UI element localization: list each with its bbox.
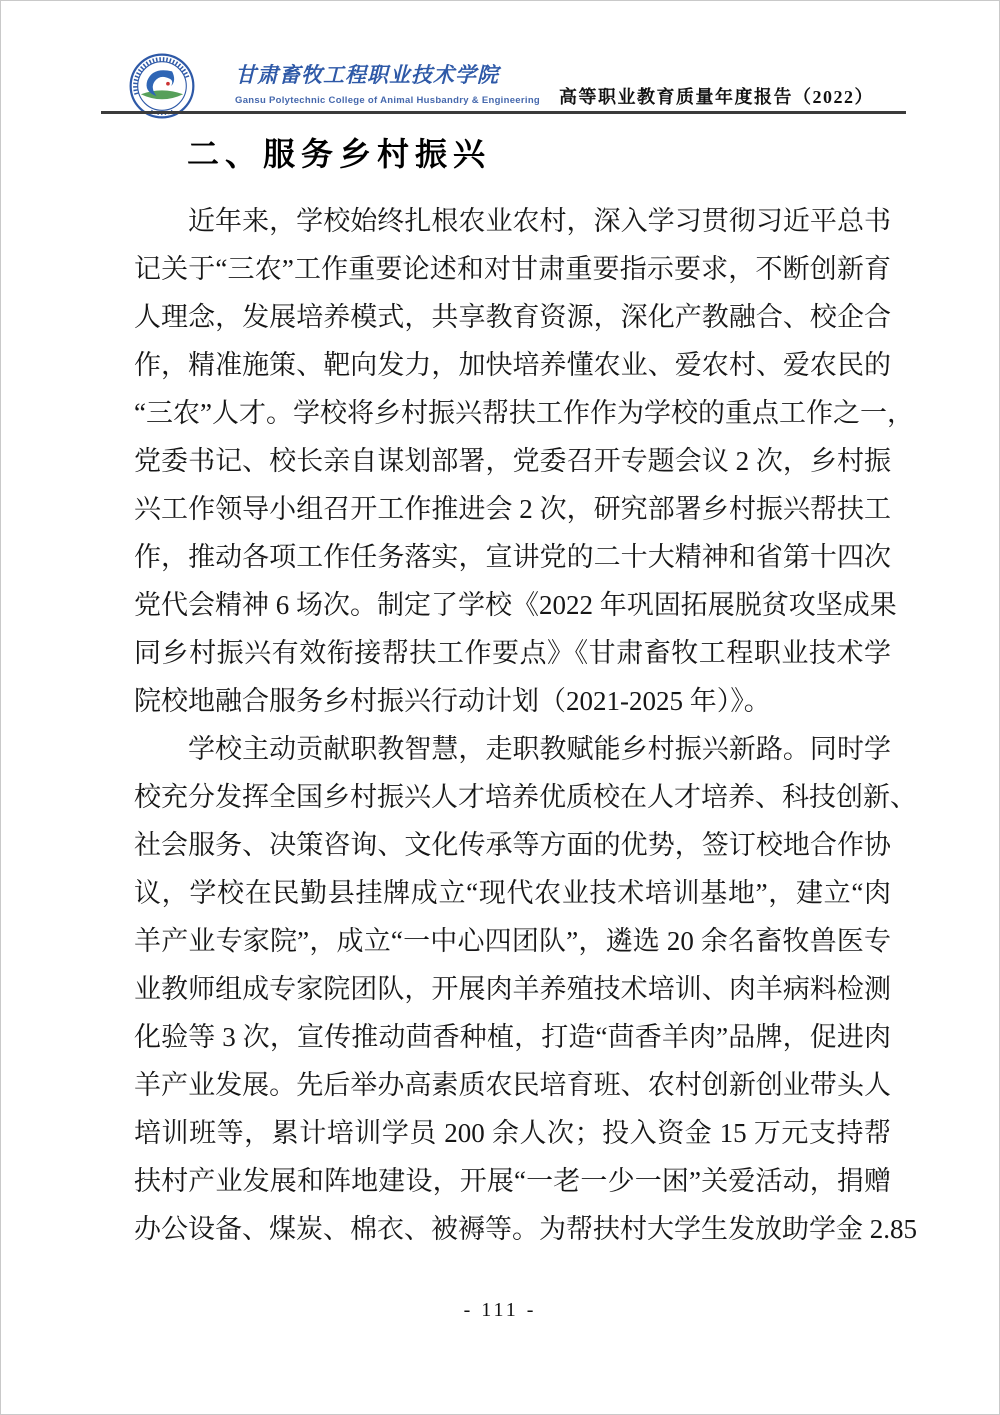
- text-line: 同乡村振兴有效衔接帮扶工作要点》《甘肃畜牧工程职业技术学: [134, 638, 891, 668]
- section-heading: 二、服务乡村振兴: [187, 136, 492, 172]
- text-line: 党委书记、校长亲自谋划部署，党委召开专题会议 2 次，乡村振: [134, 446, 891, 476]
- text-line: 羊产业专家院”，成立“一中心四团队”，遴选 20 余名畜牧兽医专: [134, 926, 891, 956]
- page-footer: [1, 1299, 999, 1322]
- text-line: 记关于“三农”工作重要论述和对甘肃重要指示要求，不断创新育: [134, 254, 891, 284]
- paragraph: [134, 197, 914, 725]
- text-line: 近年来，学校始终扎根农业农村，深入学习贯彻习近平总书: [188, 206, 891, 236]
- text-line: 作，精准施策、靶向发力，加快培养懂农业、爱农村、爱农民的: [134, 350, 891, 380]
- college-name-cn: 甘肃畜牧工程职业技术学院: [235, 63, 499, 87]
- paragraph: [134, 725, 917, 1253]
- text-line: 培训班等，累计培训学员 200 余人次；投入资金 15 万元支持帮: [134, 1118, 891, 1148]
- text-line: 办公设备、煤炭、棉衣、被褥等。为帮扶村大学生发放助学金 2.85: [134, 1214, 917, 1244]
- text-line: 羊产业发展。先后举办高素质农民培育班、农村创新创业带头人: [134, 1070, 891, 1100]
- text-line: 兴工作领导小组召开工作推进会 2 次，研究部署乡村振兴帮扶工: [134, 494, 891, 524]
- college-name-en: Gansu Polytechnic College of Animal Husbandry & Engineering: [235, 95, 541, 106]
- text-line: 校充分发挥全国乡村振兴人才培养优质校在人才培养、科技创新、: [134, 782, 917, 812]
- college-logo-text: [235, 59, 540, 106]
- body-paragraphs: [134, 197, 917, 1253]
- text-line: 学校主动贡献职教智慧，走职教赋能乡村振兴新路。同时学: [188, 734, 891, 764]
- report-title: 高等职业教育质量年度报告（2022）: [559, 87, 874, 107]
- document-body: [134, 134, 917, 1253]
- text-line: “三农”人才。学校将乡村振兴帮扶工作作为学校的重点工作之一，: [134, 398, 914, 428]
- text-line: 作，推动各项工作任务落实，宣讲党的二十大精神和省第十四次: [134, 542, 891, 572]
- text-line: 扶村产业发展和阵地建设，开展“一老一少一困”关爱活动，捐赠: [134, 1166, 891, 1196]
- page-number: - 111 -: [463, 1299, 537, 1321]
- text-line: 党代会精神 6 场次。制定了学校《2022 年巩固拓展脱贫攻坚成果: [134, 590, 897, 620]
- text-line: 社会服务、决策咨询、文化传承等方面的优势，签订校地合作协: [134, 830, 891, 860]
- text-line: 议，学校在民勤县挂牌成立“现代农业技术培训基地”，建立“肉: [134, 878, 891, 908]
- college-logo-emblem-icon: [129, 53, 195, 119]
- text-line: 院校地融合服务乡村振兴行动计划（2021-2025 年）》。: [134, 686, 771, 716]
- text-line: 人理念，发展培养模式，共享教育资源，深化产教融合、校企合: [134, 302, 891, 332]
- header-divider: [101, 111, 906, 114]
- text-line: 业教师组成专家院团队，开展肉羊养殖技术培训、肉羊病料检测: [134, 974, 891, 1004]
- text-line: 化验等 3 次，宣传推动茴香种植，打造“茴香羊肉”品牌，促进肉: [134, 1022, 891, 1052]
